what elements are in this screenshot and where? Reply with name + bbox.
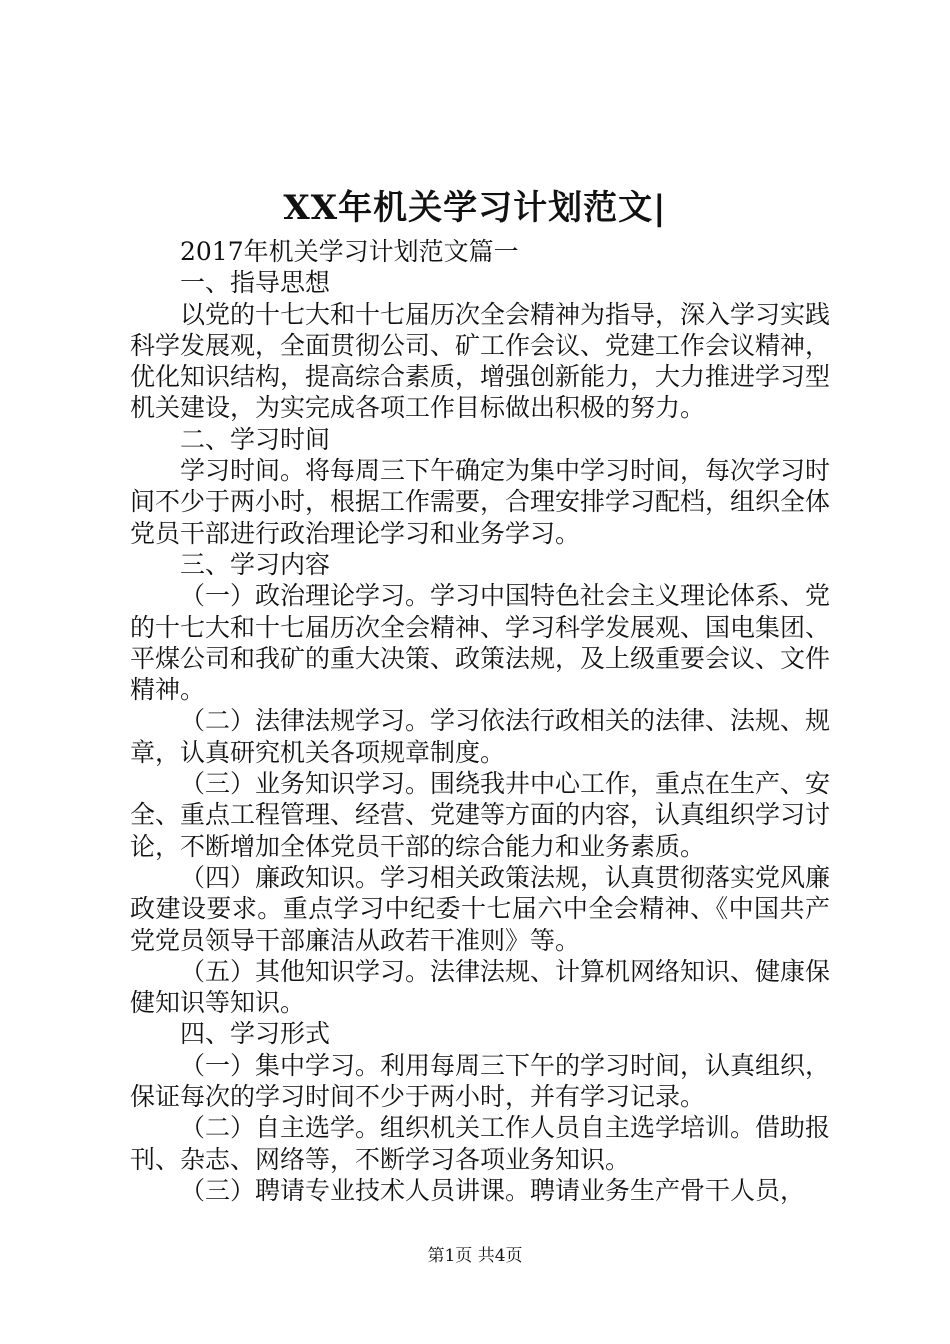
section-heading: 二、学习时间 bbox=[180, 424, 331, 454]
paragraph: （二）自主选学。组织机关工作人员自主选学培训。借助报刊、杂志、网络等，不断学习各项业务知识。 bbox=[130, 1113, 831, 1174]
section-heading: 一、指导思想 bbox=[180, 268, 331, 298]
paragraph: （三）聘请专业技术人员讲课。聘请业务生产骨干人员， bbox=[180, 1175, 806, 1205]
paragraph: （一）政治理论学习。学习中国特色社会主义理论体系、党的十七大和十七届历次全会精神、学习科学发展观、国电集团、平煤公司和我矿的重大决策、政策法规，及上级重要会议、文件精神。 bbox=[130, 581, 831, 705]
paragraph: （三）业务知识学习。围绕我井中心工作，重点在生产、安全、重点工程管理、经营、党建等方面的内容，认真组织学习讨论，不断增加全体党员干部的综合能力和业务素质。 bbox=[130, 769, 831, 861]
page-title: XX年机关学习计划范文| bbox=[283, 188, 667, 228]
section-heading: 三、学习内容 bbox=[180, 549, 331, 579]
section-heading: 四、学习形式 bbox=[180, 1019, 331, 1049]
paragraph: （一）集中学习。利用每周三下午的学习时间，认真组织，保证每次的学习时间不少于两小时，并有学习记录。 bbox=[130, 1050, 831, 1112]
paragraph: （二）法律法规学习。学习依法行政相关的法律、法规、规章，认真研究机关各项规章制度。 bbox=[130, 706, 831, 767]
paragraph: 以党的十七大和十七届历次全会精神为指导，深入学习实践科学发展观，全面贯彻公司、矿工作会议、党建工作会议精神，优化知识结构，提高综合素质，增强创新能力，大力推进学习型机关建设，为实完成各项工作目标做出积极的努力。 bbox=[130, 299, 831, 423]
document-body bbox=[130, 236, 830, 1206]
paragraph: （四）廉政知识。学习相关政策法规，认真贯彻落实党风廉政建设要求。重点学习中纪委十七届六中全会精神、《中国共产党党员领导干部廉洁从政若干准则》等。 bbox=[130, 862, 831, 955]
document-subtitle: 2017年机关学习计划范文篇一 bbox=[180, 237, 519, 266]
page-footer: 第1页 共4页 bbox=[427, 1246, 523, 1266]
paragraph: （五）其他知识学习。法律法规、计算机网络知识、健康保健知识等知识。 bbox=[130, 956, 831, 1018]
paragraph: 学习时间。将每周三下午确定为集中学习时间，每次学习时间不少于两小时，根据工作需要，合理安排学习配档，组织全体党员干部进行政治理论学习和业务学习。 bbox=[130, 456, 831, 548]
